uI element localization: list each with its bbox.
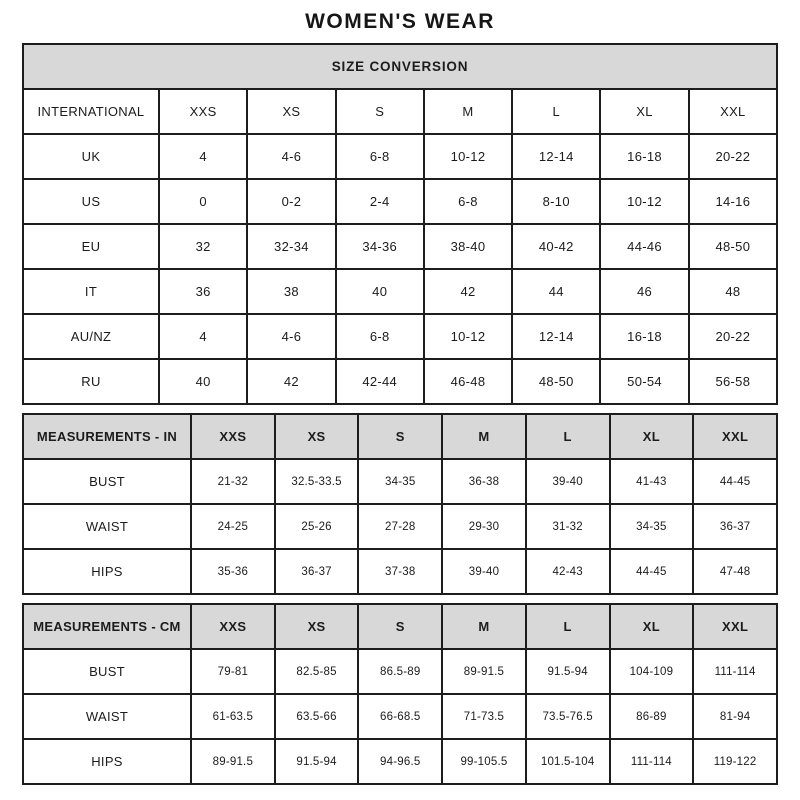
value-cell: 40-42 — [512, 224, 600, 269]
value-cell: 14-16 — [689, 179, 777, 224]
value-cell: 16-18 — [600, 134, 688, 179]
value-cell: 4 — [159, 134, 247, 179]
value-cell: 16-18 — [600, 314, 688, 359]
value-cell: 10-12 — [424, 134, 512, 179]
value-cell: 42-43 — [526, 549, 610, 594]
value-cell: 36-38 — [442, 459, 526, 504]
value-cell: 48-50 — [512, 359, 600, 404]
measurements-in-table — [22, 413, 778, 595]
table-row — [23, 179, 777, 224]
value-cell: 89-91.5 — [191, 739, 275, 784]
column-header-cell: XXS — [159, 89, 247, 134]
value-cell: 8-10 — [512, 179, 600, 224]
value-cell: 91.5-94 — [275, 739, 359, 784]
value-cell: 86.5-89 — [358, 649, 442, 694]
value-cell: 40 — [159, 359, 247, 404]
table-row — [23, 549, 777, 594]
value-cell: 86-89 — [610, 694, 694, 739]
column-header-cell: L — [526, 604, 610, 649]
row-label-cell: BUST — [23, 649, 191, 694]
column-header-cell: L — [512, 89, 600, 134]
value-cell: 29-30 — [442, 504, 526, 549]
row-label-cell: US — [23, 179, 159, 224]
value-cell: 81-94 — [693, 694, 777, 739]
value-cell: 40 — [336, 269, 424, 314]
table-row — [23, 649, 777, 694]
column-header-row — [23, 604, 777, 649]
row-label-cell: UK — [23, 134, 159, 179]
value-cell: 36 — [159, 269, 247, 314]
row-label-cell: HIPS — [23, 739, 191, 784]
value-cell: 79-81 — [191, 649, 275, 694]
value-cell: 42-44 — [336, 359, 424, 404]
value-cell: 34-36 — [336, 224, 424, 269]
table-title-cell: SIZE CONVERSION — [23, 44, 777, 89]
value-cell: 0 — [159, 179, 247, 224]
table-row — [23, 739, 777, 784]
row-label-cell: IT — [23, 269, 159, 314]
value-cell: 35-36 — [191, 549, 275, 594]
column-header-cell: XS — [247, 89, 335, 134]
value-cell: 12-14 — [512, 314, 600, 359]
row-label-cell: AU/NZ — [23, 314, 159, 359]
table-title-row — [23, 44, 777, 89]
value-cell: 56-58 — [689, 359, 777, 404]
value-cell: 89-91.5 — [442, 649, 526, 694]
value-cell: 46 — [600, 269, 688, 314]
value-cell: 4-6 — [247, 314, 335, 359]
value-cell: 6-8 — [424, 179, 512, 224]
value-cell: 44-46 — [600, 224, 688, 269]
row-label-cell: WAIST — [23, 504, 191, 549]
table-row — [23, 224, 777, 269]
value-cell: 91.5-94 — [526, 649, 610, 694]
value-cell: 36-37 — [275, 549, 359, 594]
value-cell: 24-25 — [191, 504, 275, 549]
value-cell: 94-96.5 — [358, 739, 442, 784]
column-header-cell: XXS — [191, 414, 275, 459]
column-header-cell: XL — [600, 89, 688, 134]
table-row — [23, 504, 777, 549]
value-cell: 39-40 — [442, 549, 526, 594]
value-cell: 38-40 — [424, 224, 512, 269]
value-cell: 101.5-104 — [526, 739, 610, 784]
row-label-cell: WAIST — [23, 694, 191, 739]
value-cell: 82.5-85 — [275, 649, 359, 694]
value-cell: 111-114 — [693, 649, 777, 694]
value-cell: 44-45 — [610, 549, 694, 594]
row-label-cell: HIPS — [23, 549, 191, 594]
value-cell: 27-28 — [358, 504, 442, 549]
column-header-cell: XXL — [693, 414, 777, 459]
value-cell: 32-34 — [247, 224, 335, 269]
row-label-cell: RU — [23, 359, 159, 404]
value-cell: 10-12 — [424, 314, 512, 359]
value-cell: 4-6 — [247, 134, 335, 179]
value-cell: 32 — [159, 224, 247, 269]
column-header-cell: S — [336, 89, 424, 134]
value-cell: 66-68.5 — [358, 694, 442, 739]
value-cell: 2-4 — [336, 179, 424, 224]
value-cell: 37-38 — [358, 549, 442, 594]
table-row — [23, 359, 777, 404]
column-header-cell: XL — [610, 414, 694, 459]
table-title-cell: MEASUREMENTS - IN — [23, 414, 191, 459]
column-header-cell: XS — [275, 604, 359, 649]
value-cell: 0-2 — [247, 179, 335, 224]
column-header-cell: M — [424, 89, 512, 134]
column-header-cell: XS — [275, 414, 359, 459]
table-row — [23, 134, 777, 179]
column-header-cell: XL — [610, 604, 694, 649]
value-cell: 34-35 — [610, 504, 694, 549]
value-cell: 4 — [159, 314, 247, 359]
value-cell: 31-32 — [526, 504, 610, 549]
value-cell: 73.5-76.5 — [526, 694, 610, 739]
value-cell: 25-26 — [275, 504, 359, 549]
value-cell: 47-48 — [693, 549, 777, 594]
value-cell: 34-35 — [358, 459, 442, 504]
value-cell: 6-8 — [336, 134, 424, 179]
value-cell: 36-37 — [693, 504, 777, 549]
value-cell: 21-32 — [191, 459, 275, 504]
table-row — [23, 314, 777, 359]
value-cell: 12-14 — [512, 134, 600, 179]
measurements-cm-table — [22, 603, 778, 785]
table-title-cell: MEASUREMENTS - CM — [23, 604, 191, 649]
row-label-cell: BUST — [23, 459, 191, 504]
column-header-cell: M — [442, 604, 526, 649]
column-header-cell: XXL — [689, 89, 777, 134]
column-header-row — [23, 89, 777, 134]
value-cell: 10-12 — [600, 179, 688, 224]
value-cell: 20-22 — [689, 314, 777, 359]
column-header-cell: L — [526, 414, 610, 459]
table-row — [23, 459, 777, 504]
value-cell: 63.5-66 — [275, 694, 359, 739]
value-cell: 119-122 — [693, 739, 777, 784]
column-header-row — [23, 414, 777, 459]
size-conversion-table — [22, 43, 778, 405]
value-cell: 46-48 — [424, 359, 512, 404]
value-cell: 111-114 — [610, 739, 694, 784]
value-cell: 44 — [512, 269, 600, 314]
value-cell: 41-43 — [610, 459, 694, 504]
value-cell: 48-50 — [689, 224, 777, 269]
value-cell: 20-22 — [689, 134, 777, 179]
row-label-cell: EU — [23, 224, 159, 269]
column-header-cell: XXL — [693, 604, 777, 649]
value-cell: 42 — [424, 269, 512, 314]
column-header-cell: INTERNATIONAL — [23, 89, 159, 134]
value-cell: 38 — [247, 269, 335, 314]
value-cell: 71-73.5 — [442, 694, 526, 739]
page-title: WOMEN'S WEAR — [305, 10, 495, 33]
column-header-cell: XXS — [191, 604, 275, 649]
value-cell: 44-45 — [693, 459, 777, 504]
column-header-cell: S — [358, 604, 442, 649]
value-cell: 99-105.5 — [442, 739, 526, 784]
value-cell: 61-63.5 — [191, 694, 275, 739]
table-row — [23, 269, 777, 314]
value-cell: 104-109 — [610, 649, 694, 694]
column-header-cell: S — [358, 414, 442, 459]
value-cell: 48 — [689, 269, 777, 314]
value-cell: 42 — [247, 359, 335, 404]
value-cell: 32.5-33.5 — [275, 459, 359, 504]
column-header-cell: M — [442, 414, 526, 459]
value-cell: 50-54 — [600, 359, 688, 404]
value-cell: 39-40 — [526, 459, 610, 504]
table-row — [23, 694, 777, 739]
value-cell: 6-8 — [336, 314, 424, 359]
